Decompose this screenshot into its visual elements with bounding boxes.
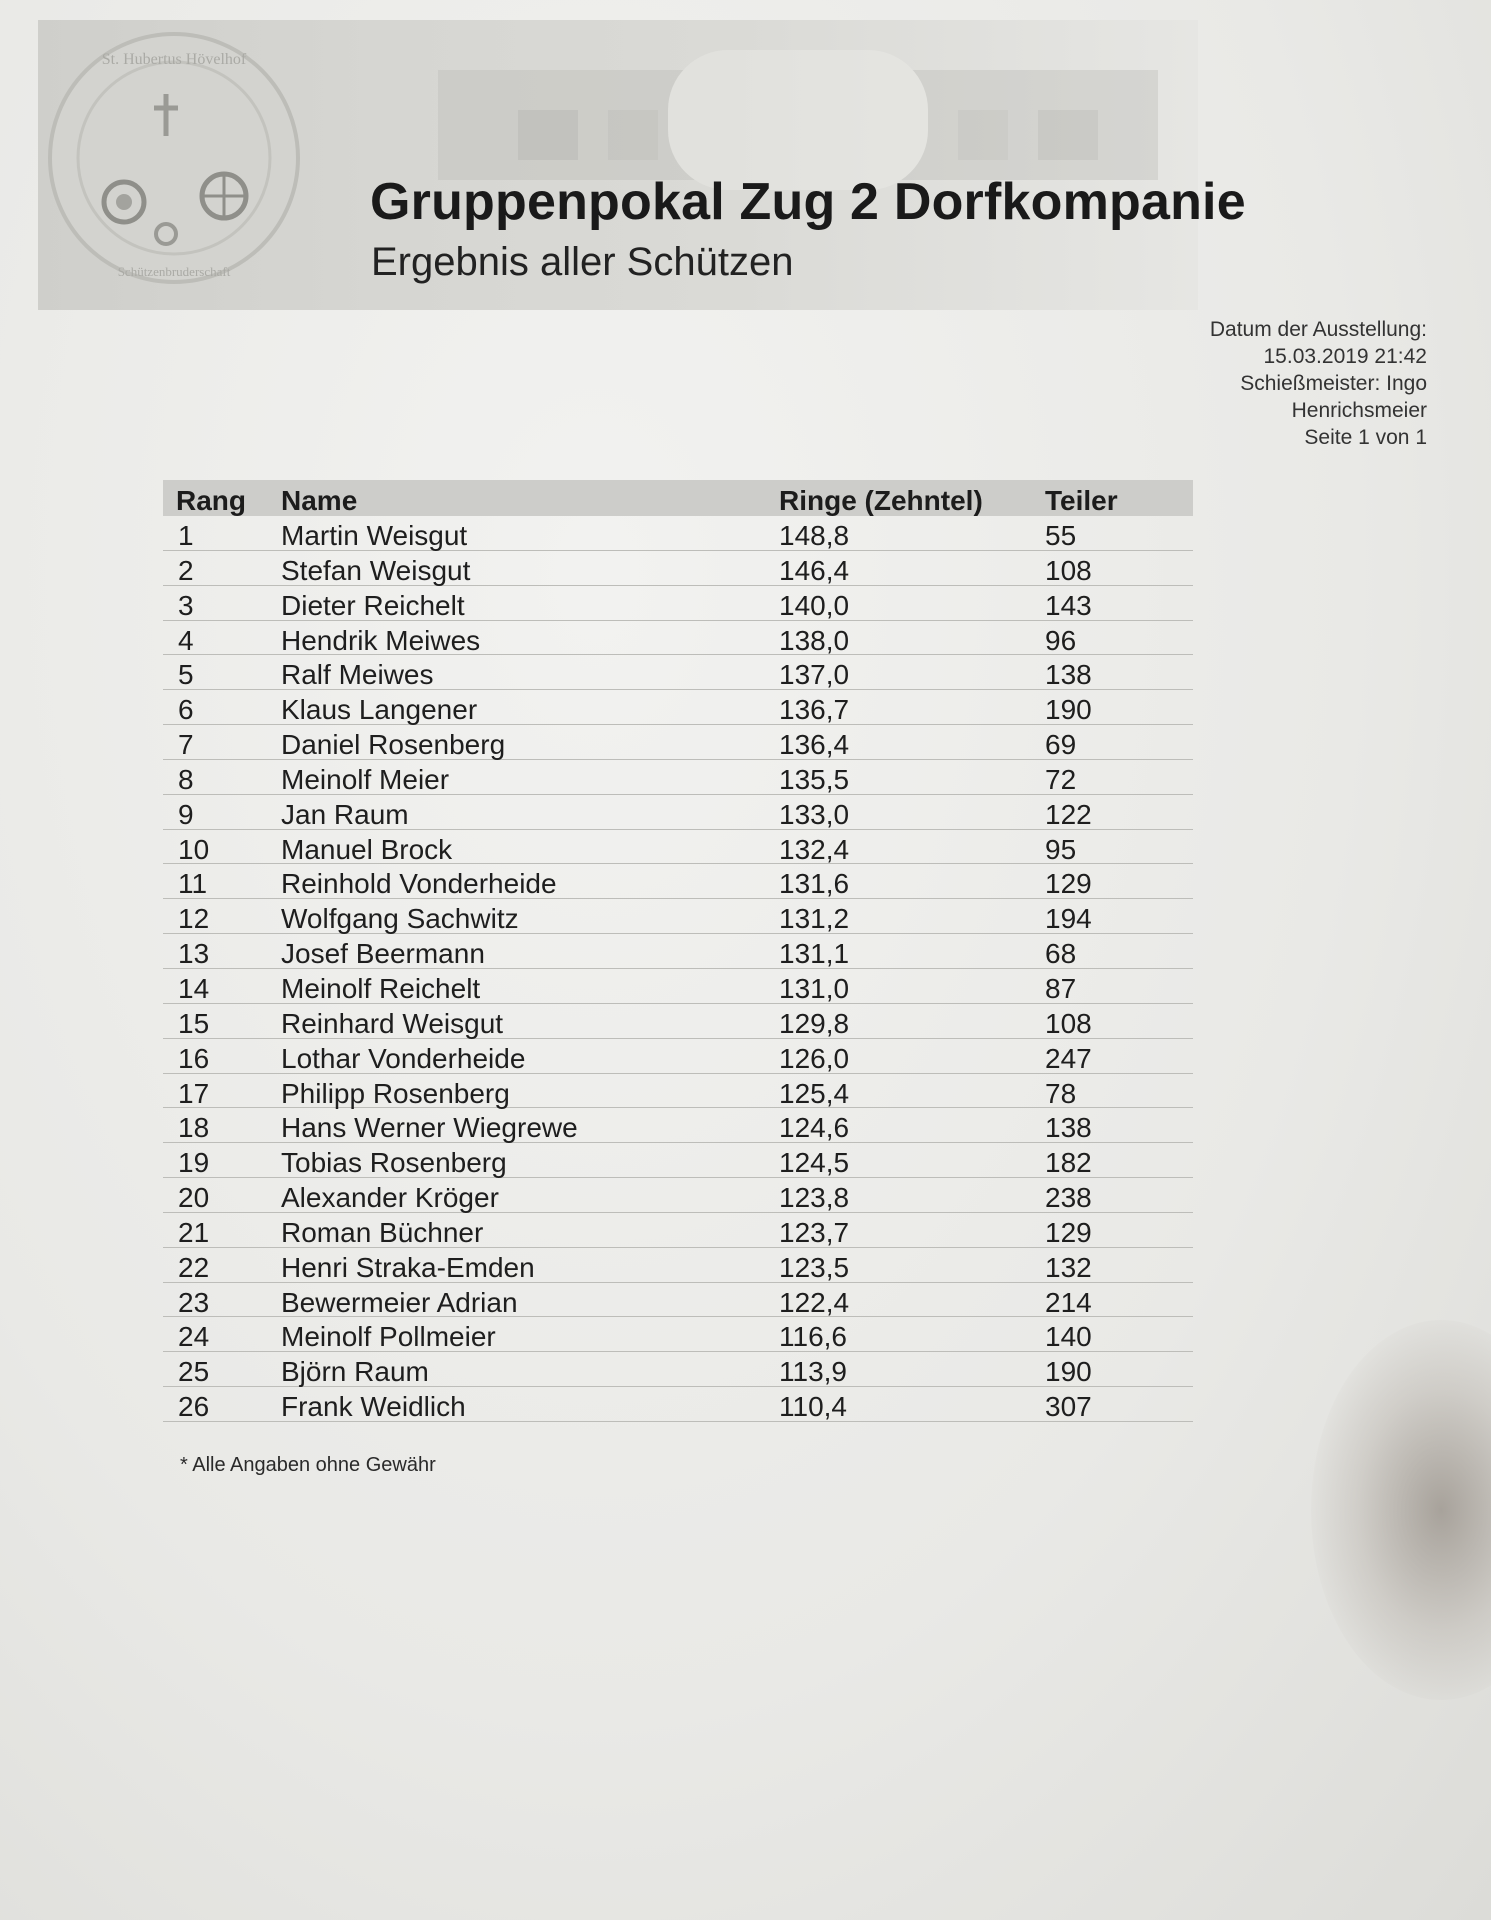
table-row: [163, 1108, 1193, 1143]
cell-name: Björn Raum: [281, 1356, 429, 1388]
cell-ringe: 126,0: [779, 1042, 850, 1074]
table-row: [163, 516, 1193, 551]
table-row: [163, 1143, 1193, 1178]
cell-rang: 4: [178, 624, 194, 656]
cell-name: Martin Weisgut: [281, 520, 468, 551]
cell-rang: 16: [178, 1042, 210, 1074]
table-row: [163, 1178, 1193, 1213]
cell-name: Lothar Vonderheide: [281, 1042, 526, 1074]
header-ringe: Ringe (Zehntel): [779, 485, 983, 516]
cell-rang: 3: [178, 589, 194, 621]
table-row: [163, 1074, 1193, 1109]
svg-text:Schützenbruderschaft: Schützenbruderschaft: [117, 264, 231, 279]
table-row: [163, 795, 1193, 830]
cell-ringe: 123,5: [779, 1251, 850, 1283]
cell-teiler: 129: [1045, 868, 1092, 900]
table-row: [163, 690, 1193, 725]
cell-ringe: 122,4: [779, 1286, 850, 1318]
cell-name: Alexander Kröger: [281, 1182, 499, 1214]
table-row: [163, 621, 1193, 656]
cell-teiler: 307: [1045, 1391, 1092, 1423]
table-row: [163, 655, 1193, 690]
cell-ringe: 124,6: [779, 1112, 850, 1144]
cell-rang: 12: [178, 903, 210, 935]
table-row: [163, 864, 1193, 899]
cell-ringe: 131,1: [779, 938, 850, 970]
cell-rang: 23: [178, 1286, 210, 1318]
footnote: * Alle Angaben ohne Gewähr: [180, 1454, 436, 1476]
table-row: [163, 830, 1193, 865]
date-value: 15.03.2019 21:42: [1263, 345, 1427, 368]
cell-name: Josef Beermann: [281, 938, 485, 970]
page-number: Seite 1 von 1: [1304, 426, 1427, 449]
table-row: [163, 551, 1193, 586]
table-row: [163, 1248, 1193, 1283]
table-header: [163, 480, 1193, 516]
cell-name: Philipp Rosenberg: [281, 1077, 510, 1109]
cell-rang: 11: [178, 868, 208, 900]
cell-ringe: 148,8: [779, 520, 850, 551]
cell-name: Meinolf Meier: [281, 763, 450, 795]
cell-rang: 9: [178, 798, 194, 830]
cell-ringe: 131,0: [779, 972, 850, 1004]
table-row: [163, 969, 1193, 1004]
cell-rang: 22: [178, 1251, 210, 1283]
cell-ringe: 133,0: [779, 798, 850, 830]
cell-rang: 1: [178, 520, 194, 551]
cell-teiler: 95: [1045, 833, 1077, 865]
table-row: [163, 1039, 1193, 1074]
cell-teiler: 190: [1045, 694, 1092, 726]
cell-ringe: 132,4: [779, 833, 850, 865]
date-label: Datum der Ausstellung:: [1209, 318, 1427, 341]
cell-teiler: 140: [1045, 1321, 1092, 1353]
cell-ringe: 116,6: [779, 1321, 847, 1353]
cell-ringe: 123,7: [779, 1216, 850, 1248]
cell-ringe: 113,9: [779, 1356, 847, 1388]
cell-teiler: 129: [1045, 1216, 1092, 1248]
cell-name: Henri Straka-Emden: [281, 1251, 535, 1283]
cell-name: Manuel Brock: [281, 833, 453, 865]
cell-name: Bewermeier Adrian: [281, 1286, 518, 1318]
cell-teiler: 143: [1045, 589, 1092, 621]
cell-rang: 5: [178, 659, 194, 691]
cell-rang: 8: [178, 763, 194, 795]
table-row: [163, 1283, 1193, 1318]
cell-rang: 2: [178, 554, 194, 586]
cell-name: Dieter Reichelt: [281, 589, 465, 621]
header-name: Name: [281, 485, 358, 516]
cell-teiler: 72: [1045, 763, 1077, 795]
table-row: [163, 1387, 1193, 1422]
document-meta: [1210, 316, 1427, 451]
cell-rang: 17: [178, 1077, 210, 1109]
cell-name: Wolfgang Sachwitz: [281, 903, 519, 935]
cell-name: Meinolf Reichelt: [281, 972, 481, 1004]
cell-ringe: 131,6: [779, 868, 850, 900]
cell-teiler: 182: [1045, 1147, 1092, 1179]
cell-rang: 26: [178, 1391, 210, 1423]
cell-teiler: 78: [1045, 1077, 1077, 1109]
table-row: [163, 899, 1193, 934]
cell-rang: 6: [178, 694, 194, 726]
cell-teiler: 96: [1045, 624, 1077, 656]
cell-teiler: 55: [1045, 520, 1077, 551]
cell-teiler: 69: [1045, 729, 1077, 761]
cell-name: Tobias Rosenberg: [281, 1147, 507, 1179]
cell-teiler: 238: [1045, 1182, 1092, 1214]
cell-ringe: 125,4: [779, 1077, 850, 1109]
table-row: [163, 1317, 1193, 1352]
cell-ringe: 138,0: [779, 624, 850, 656]
cell-ringe: 110,4: [779, 1391, 847, 1423]
page-title: Gruppenpokal Zug 2 Dorfkompanie: [370, 173, 1246, 231]
table-row: [163, 1352, 1193, 1387]
cell-teiler: 108: [1045, 1007, 1092, 1039]
results-table: [163, 480, 1193, 1422]
cell-name: Jan Raum: [281, 798, 409, 830]
table-row: [163, 934, 1193, 969]
cell-name: Reinhold Vonderheide: [281, 868, 557, 900]
cell-teiler: 108: [1045, 554, 1092, 586]
table-row: [163, 725, 1193, 760]
table-row: [163, 1213, 1193, 1248]
cell-ringe: 123,8: [779, 1182, 850, 1214]
header-teiler: Teiler: [1045, 485, 1118, 516]
table-row: [163, 1004, 1193, 1039]
header-rang: Rang: [176, 485, 246, 516]
cell-teiler: 138: [1045, 1112, 1092, 1144]
cell-rang: 20: [178, 1182, 210, 1214]
cell-ringe: 136,7: [779, 694, 850, 726]
cell-rang: 25: [178, 1356, 210, 1388]
cell-rang: 14: [178, 972, 210, 1004]
table-row: [163, 586, 1193, 621]
cell-rang: 7: [178, 729, 194, 761]
cell-ringe: 140,0: [779, 589, 850, 621]
cell-teiler: 214: [1045, 1286, 1092, 1318]
cell-name: Reinhard Weisgut: [281, 1007, 504, 1039]
cell-rang: 18: [178, 1112, 210, 1144]
club-seal-icon: [44, 24, 304, 292]
cell-teiler: 87: [1045, 972, 1077, 1004]
cell-rang: 10: [178, 833, 210, 865]
cell-name: Stefan Weisgut: [281, 554, 471, 586]
svg-text:St. Hubertus Hövelhof: St. Hubertus Hövelhof: [101, 51, 247, 68]
cell-teiler: 138: [1045, 659, 1092, 691]
cell-name: Roman Büchner: [281, 1216, 484, 1248]
cell-name: Daniel Rosenberg: [281, 729, 506, 761]
cell-ringe: 136,4: [779, 729, 850, 761]
cell-name: Hans Werner Wiegrewe: [281, 1112, 578, 1144]
cell-name: Frank Weidlich: [281, 1391, 466, 1423]
cell-rang: 21: [178, 1216, 210, 1248]
table-body: [163, 516, 1193, 1422]
cell-teiler: 194: [1045, 903, 1092, 935]
cell-teiler: 122: [1045, 798, 1092, 830]
shooter-master-label: Schießmeister: Ingo: [1240, 372, 1427, 395]
cell-rang: 24: [178, 1321, 210, 1353]
cell-name: Ralf Meiwes: [281, 659, 434, 691]
cell-name: Meinolf Pollmeier: [281, 1321, 496, 1353]
page-subtitle: Ergebnis aller Schützen: [371, 240, 794, 284]
cell-ringe: 135,5: [779, 763, 850, 795]
cell-ringe: 137,0: [779, 659, 850, 691]
cell-ringe: 124,5: [779, 1147, 850, 1179]
cell-teiler: 247: [1045, 1042, 1092, 1074]
cell-teiler: 132: [1045, 1251, 1092, 1283]
cell-ringe: 131,2: [779, 903, 850, 935]
shooter-master-name: Henrichsmeier: [1291, 399, 1427, 422]
cell-teiler: 190: [1045, 1356, 1092, 1388]
cell-rang: 13: [178, 938, 210, 970]
cell-rang: 15: [178, 1007, 210, 1039]
cell-teiler: 68: [1045, 938, 1077, 970]
cell-ringe: 129,8: [779, 1007, 850, 1039]
cell-name: Hendrik Meiwes: [281, 624, 481, 656]
cell-ringe: 146,4: [779, 554, 850, 586]
table-row: [163, 760, 1193, 795]
cell-name: Klaus Langener: [281, 694, 478, 726]
cell-rang: 19: [178, 1147, 210, 1179]
